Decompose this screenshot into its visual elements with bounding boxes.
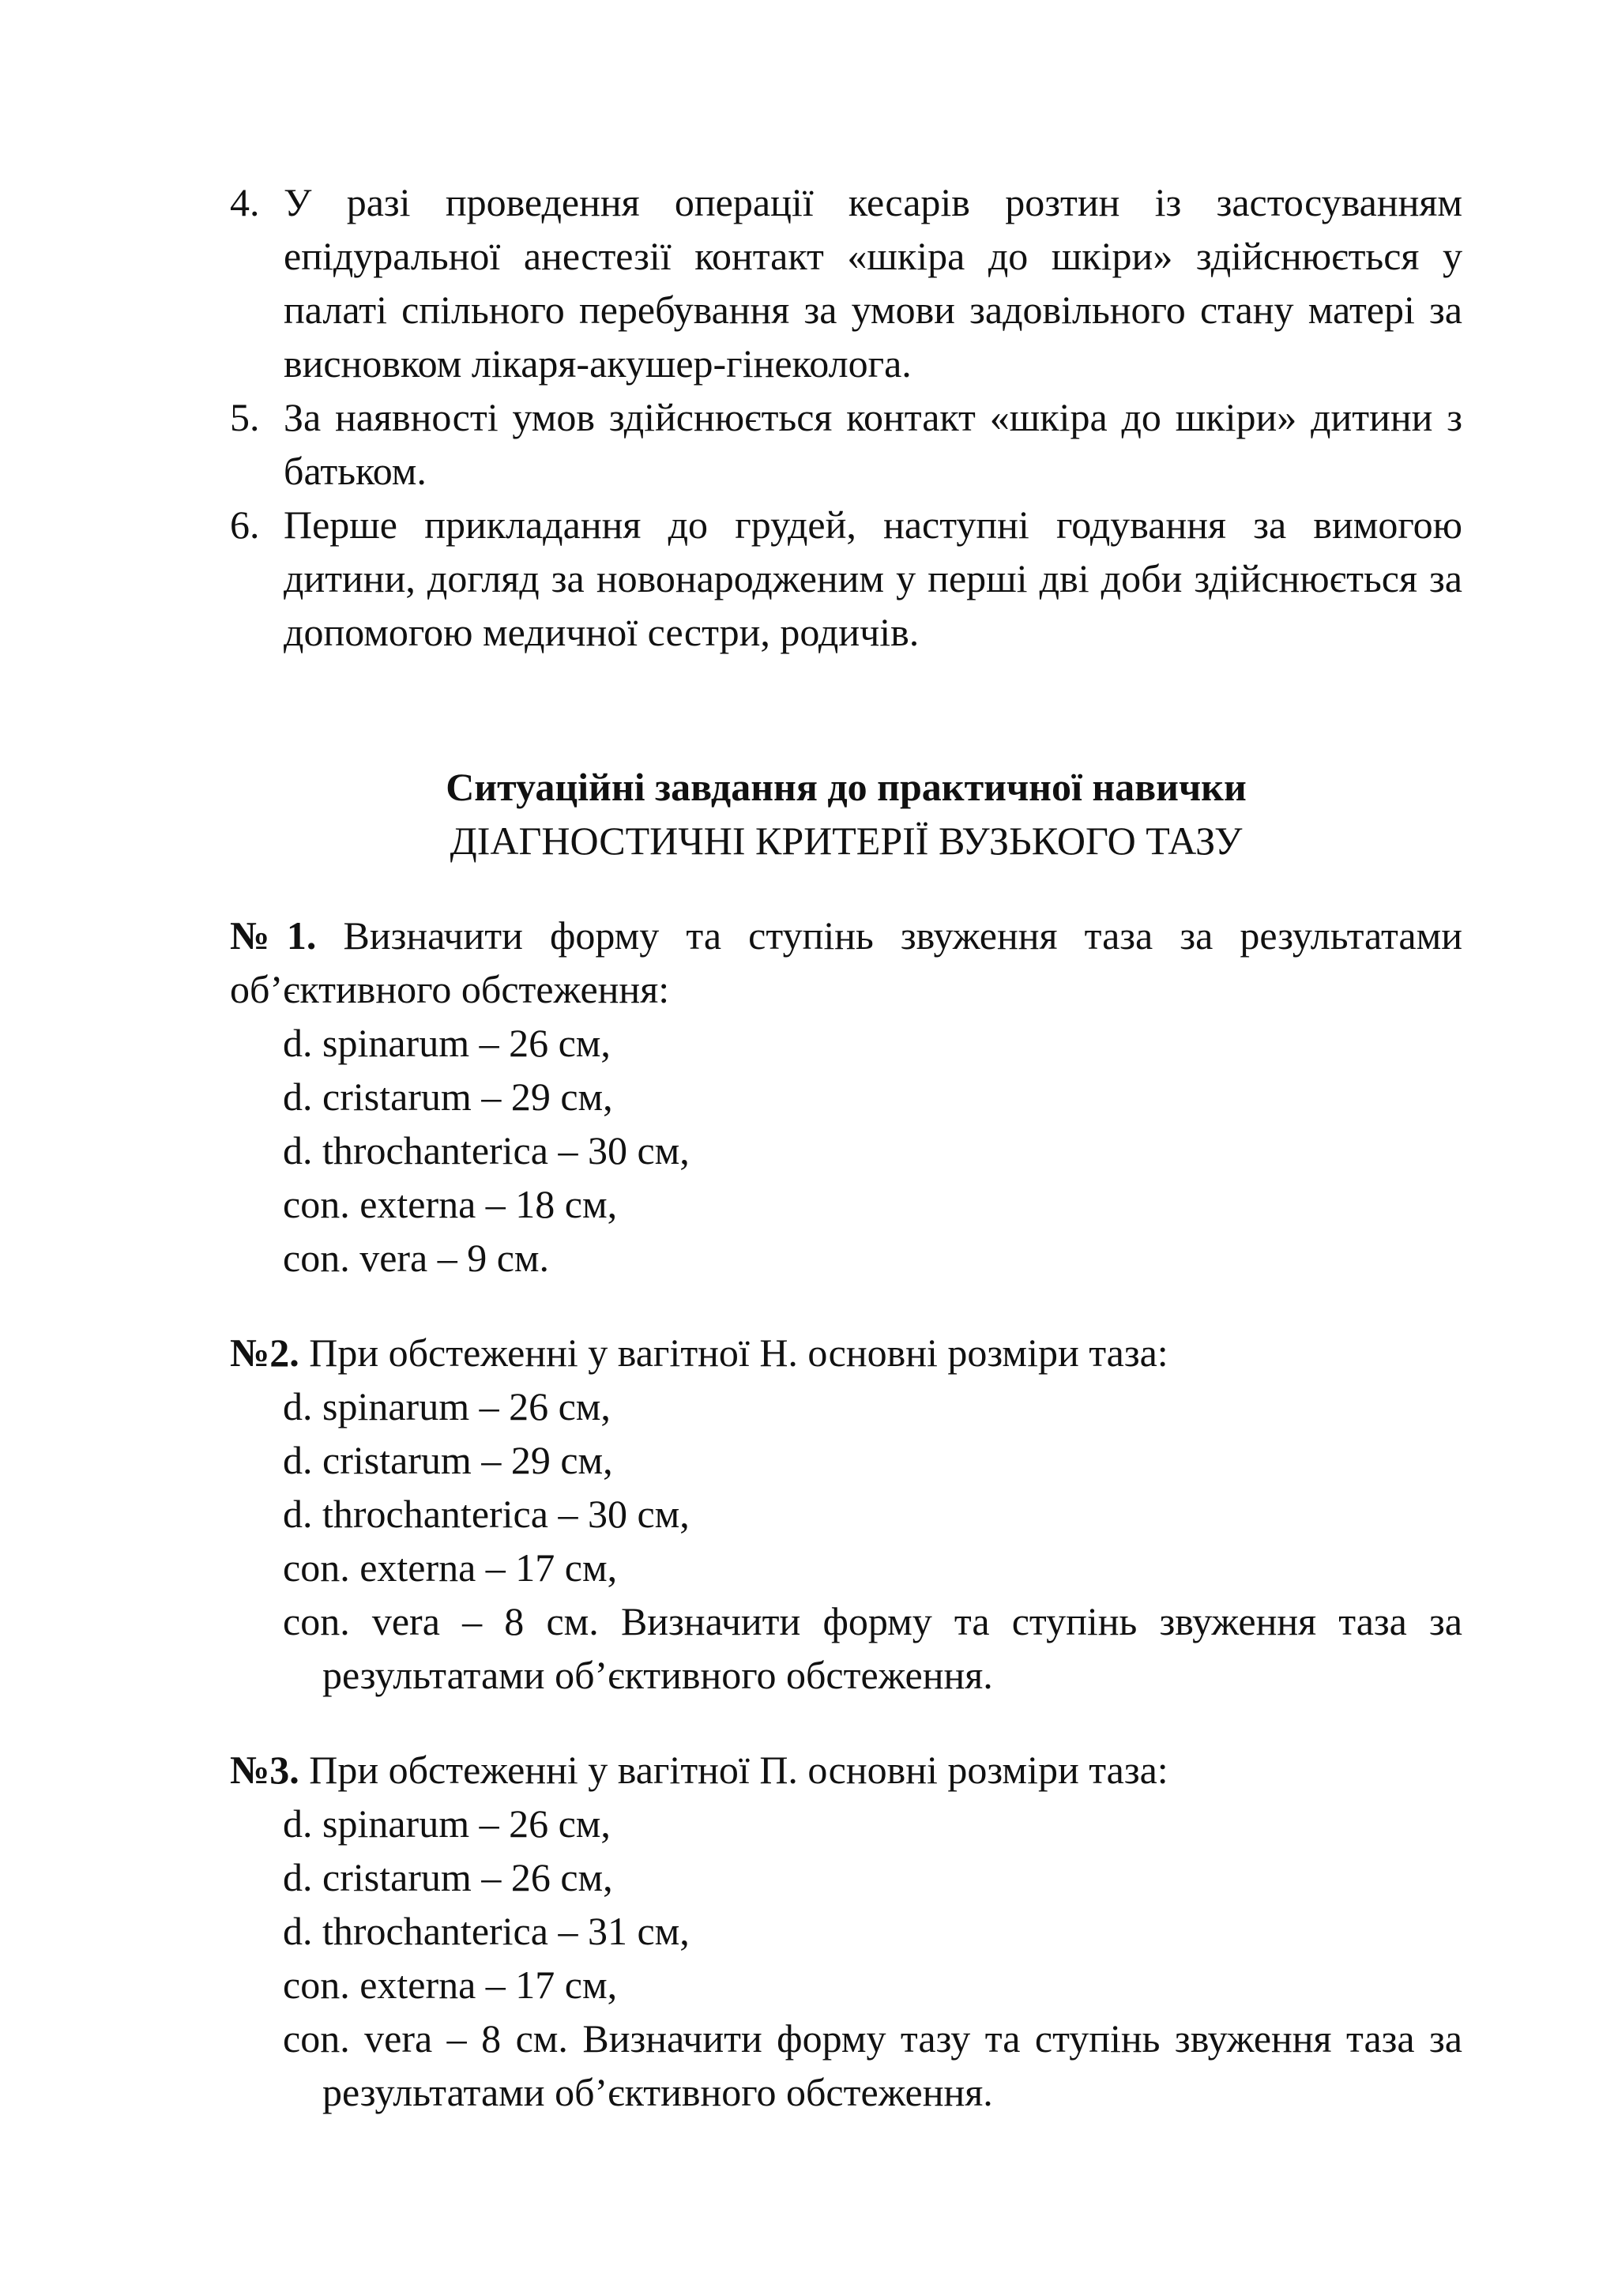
list-item-text: У разі проведення операції кесарів розтин із застосуванням епідуральної анестезії контакт «шкіра до шкіри» здійснюється у палаті спільного перебування за умови задовільного стану матері за висновком лікаря-акушер-гінеколога.: [284, 180, 1462, 386]
task-label: №3.: [230, 1748, 299, 1792]
task-question: При обстеженні у вагітної П. основні розміри таза:: [299, 1748, 1168, 1792]
list-item-number: 4.: [230, 180, 260, 224]
list-item: [230, 390, 1462, 498]
measurement-item: d. throchanterica – 31 см,: [283, 1909, 690, 1953]
task-question: При обстеженні у вагітної Н. основні розміри таза:: [299, 1331, 1168, 1375]
section-title: Ситуаційні завдання до практичної навички: [446, 765, 1247, 809]
measurement-item: con. vera – 8 см. Визначити форму та ступінь звуження таза за результатами об’єктивного обстеження.: [283, 1599, 1462, 1697]
list-item-text: За наявності умов здійснюється контакт «шкіра до шкіри» дитини з батьком.: [284, 395, 1462, 493]
section-heading: [230, 760, 1462, 868]
task-label: №1.: [230, 913, 317, 958]
task-label: №2.: [230, 1331, 299, 1375]
task-2: [230, 1326, 1462, 1702]
measurement-item: con. vera – 9 см.: [283, 1236, 550, 1280]
task-intro: [230, 1326, 1462, 1379]
section-subtitle: ДІАГНОСТИЧНІ КРИТЕРІЇ ВУЗЬКОГО ТАЗУ: [450, 819, 1243, 863]
page-content: [230, 175, 1462, 2119]
task-1: [230, 909, 1462, 1285]
measurement-list: [230, 1016, 1462, 1285]
list-item-number: 5.: [230, 395, 260, 439]
measurement-item: d. spinarum – 26 см,: [283, 1384, 611, 1428]
list-item: [230, 175, 1462, 390]
list-item: [230, 498, 1462, 659]
measurement-item: con. externa – 18 см,: [283, 1182, 618, 1226]
measurement-item: d. cristarum – 29 см,: [283, 1075, 613, 1119]
measurement-list: [230, 1379, 1462, 1702]
task-intro: [230, 909, 1462, 1016]
measurement-item: d. spinarum – 26 см,: [283, 1021, 611, 1065]
measurement-item: d. throchanterica – 30 см,: [283, 1492, 690, 1536]
measurement-item: d. spinarum – 26 см,: [283, 1801, 611, 1846]
measurement-item: d. cristarum – 29 см,: [283, 1438, 613, 1482]
measurement-item: con. externa – 17 см,: [283, 1545, 618, 1590]
task-question: Визначити форму та ступінь звуження таза за результатами об’єктивного обстеження:: [230, 913, 1462, 1011]
measurement-list: [230, 1797, 1462, 2119]
list-item-text: Перше прикладання до грудей, наступні годування за вимогою дитини, догляд за новонародженим у перші дві доби здійснюється за допомогою медичної сестри, родичів.: [284, 502, 1462, 654]
list-item-number: 6.: [230, 502, 260, 547]
task-intro: [230, 1743, 1462, 1797]
measurement-item: d. cristarum – 26 см,: [283, 1855, 613, 1899]
measurement-item: con. vera – 8 см. Визначити форму тазу та ступінь звуження таза за результатами об’єктивного обстеження.: [283, 2016, 1462, 2114]
measurement-item: con. externa – 17 см,: [283, 1963, 618, 2007]
measurement-item: d. throchanterica – 30 см,: [283, 1128, 690, 1172]
numbered-list: [230, 175, 1462, 659]
task-3: [230, 1743, 1462, 2119]
